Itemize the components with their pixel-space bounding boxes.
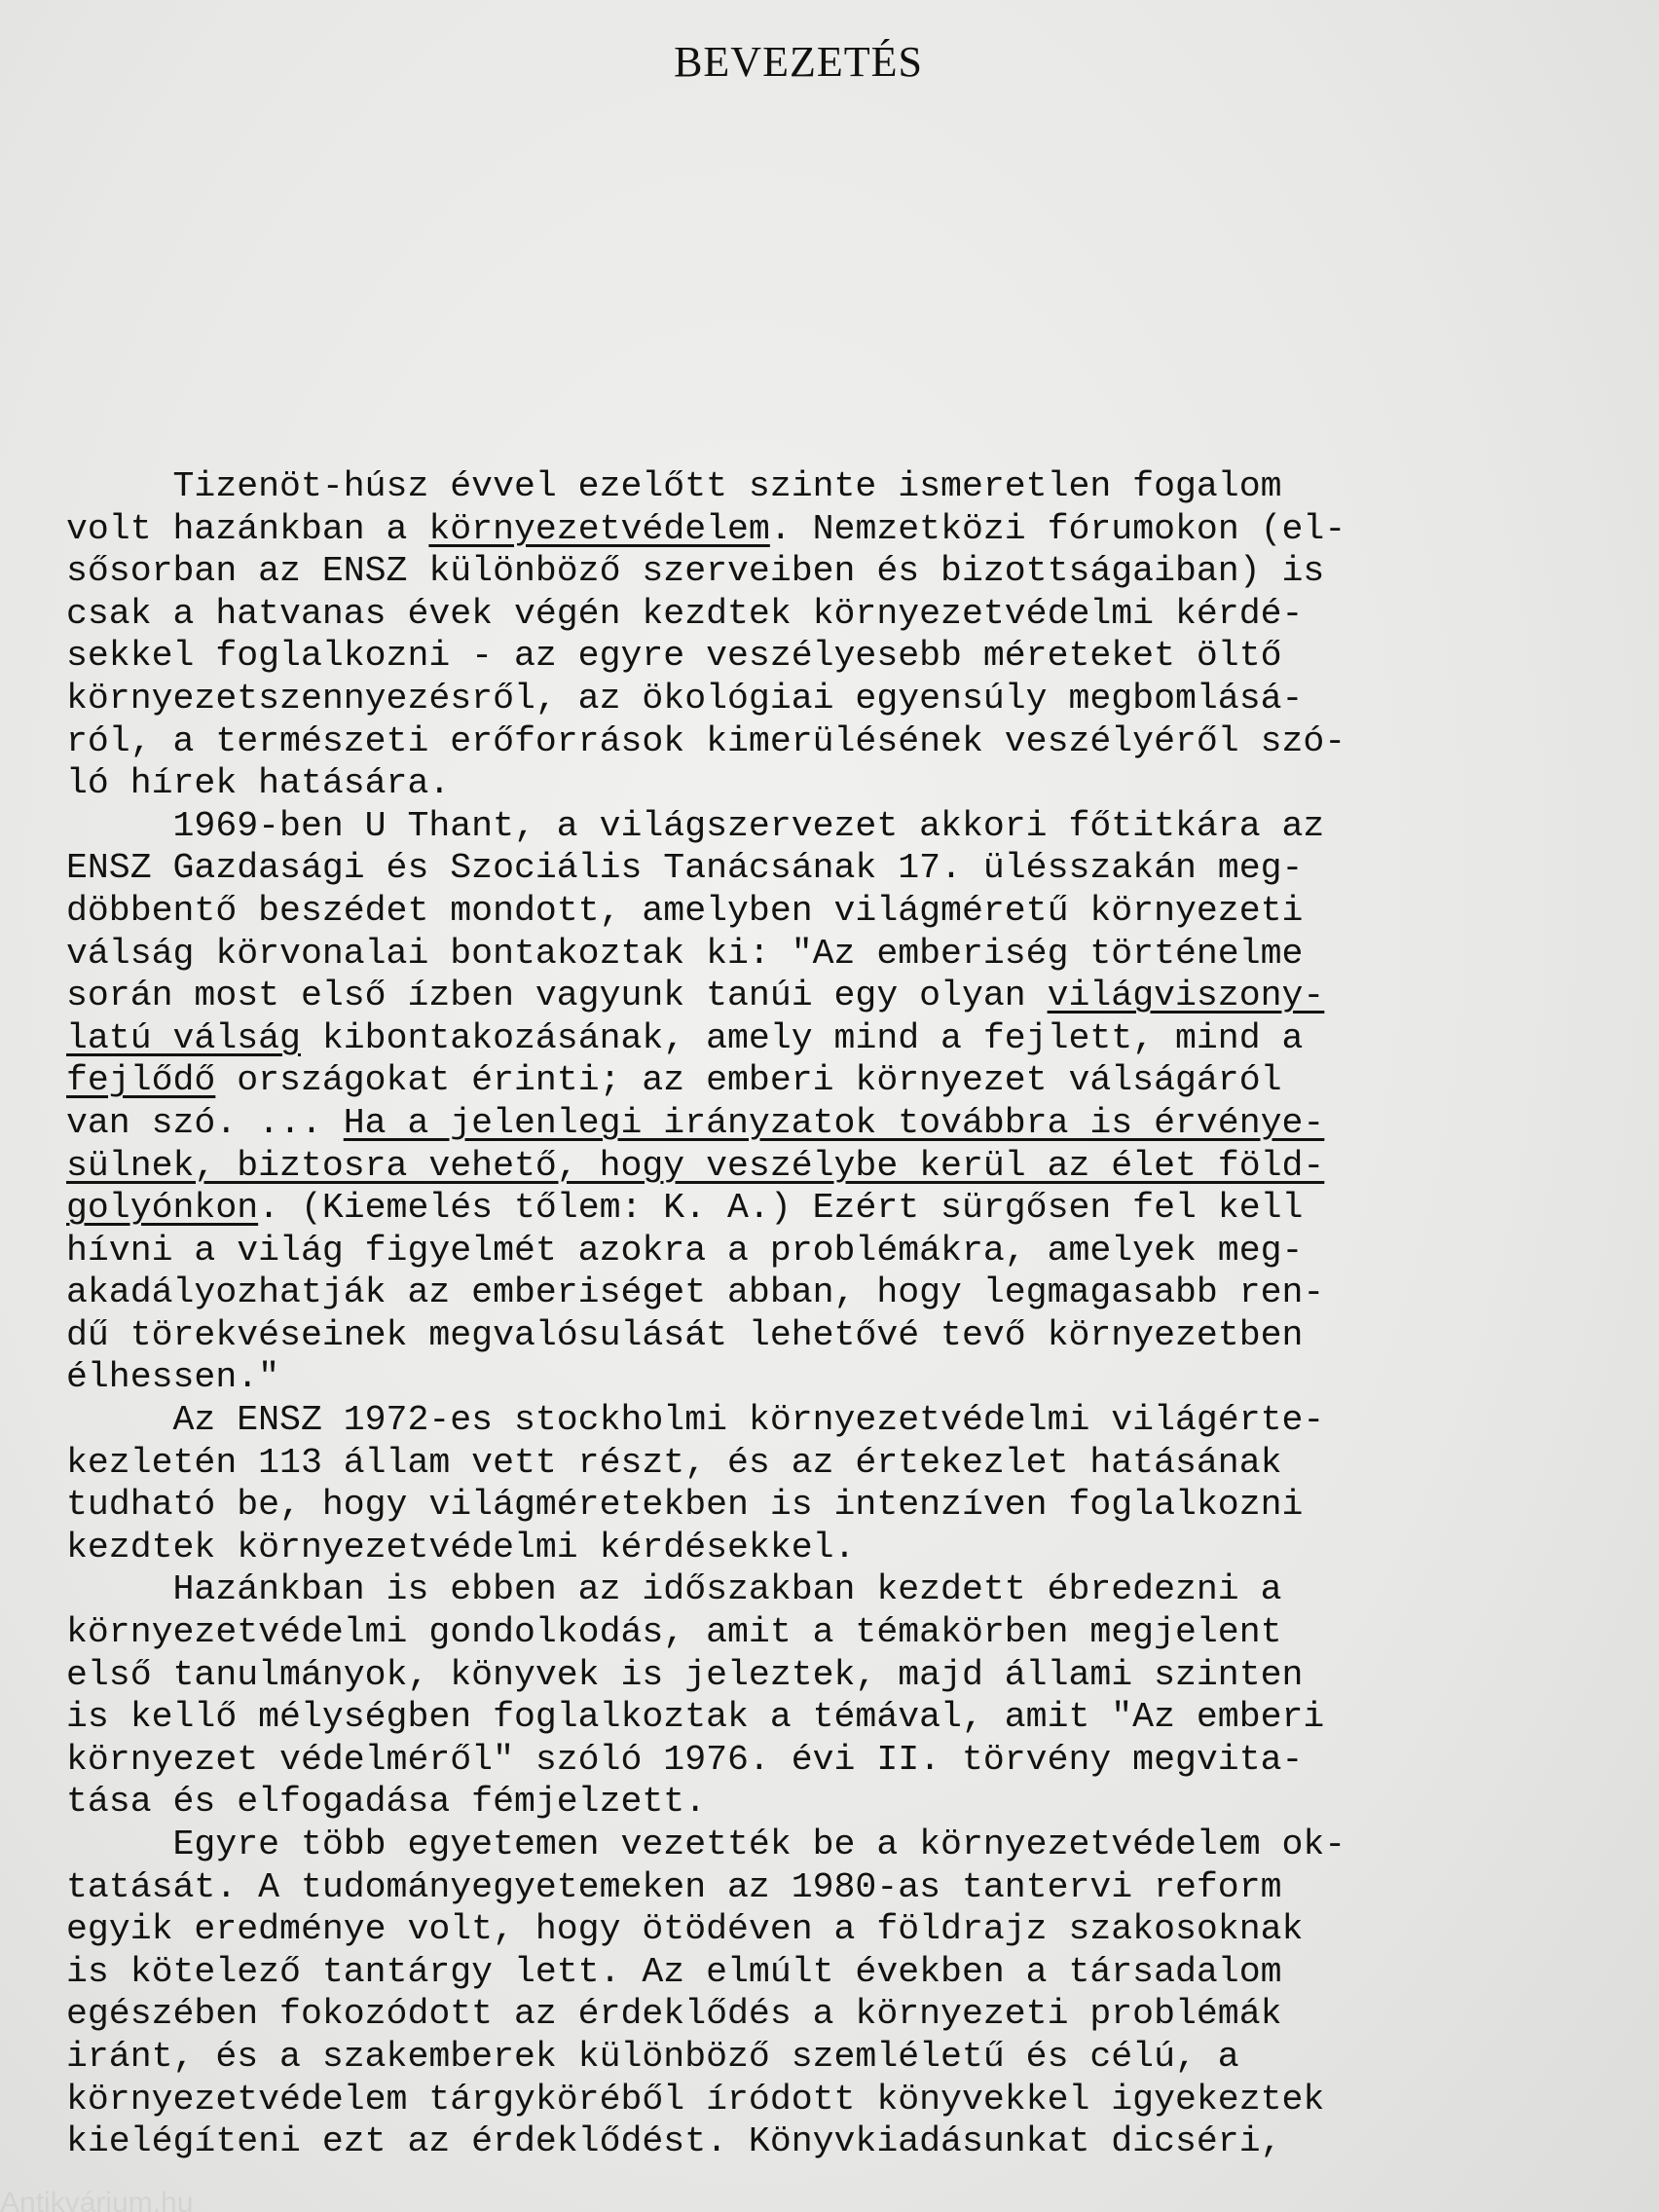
text-segment: élhessen.": [66, 1357, 280, 1398]
text-segment: van szó. ...: [66, 1102, 344, 1143]
text-segment: Tizenöt-húsz évvel ezelőtt szinte ismeretlen fogalom: [66, 466, 1282, 506]
text-segment: . (Kiemelés tőlem: K. A.) Ezért sürgősen fel kell: [258, 1188, 1304, 1229]
text-line: [66, 1866, 1585, 1909]
text-segment: országokat érinti; az emberi környezet válságáról: [215, 1060, 1282, 1101]
text-segment: válság körvonalai bontakoztak ki: "Az emberiség történelme: [66, 933, 1304, 974]
text-line: [66, 1272, 1585, 1314]
text-segment: Egyre több egyetemen vezették be a környezetvédelem ok-: [66, 1825, 1346, 1864]
underlined-text: latú válság: [66, 1017, 301, 1058]
text-line: [66, 1314, 1585, 1357]
text-segment: tatását. A tudományegyetemeken az 1980-as tantervi reform: [66, 1866, 1282, 1907]
paragraph: [66, 1399, 1585, 1568]
text-segment: egyik eredménye volt, hogy ötödéven a földrajz szakosoknak: [66, 1909, 1304, 1950]
text-segment: Az ENSZ 1972-es stockholmi környezetvédelmi világérte-: [66, 1400, 1325, 1441]
text-segment: során most első ízben vagyunk tanúi egy olyan: [66, 976, 1048, 1016]
text-line: [66, 1187, 1585, 1230]
text-segment: Hazánkban is ebben az időszakban kezdett ébredezni a: [66, 1569, 1282, 1610]
text-line: [66, 720, 1585, 763]
watermark-logo: Antikvárium.hu: [0, 2187, 194, 2212]
page-title: BEVEZETÉS: [674, 38, 923, 86]
underlined-text: sülnek, biztosra vehető, hogy veszélybe kerül az élet föld-: [66, 1145, 1325, 1186]
text-segment: dű törekvéseinek megvalósulását lehetővé tevő környezetben: [66, 1314, 1304, 1355]
text-line: [66, 1230, 1585, 1272]
text-segment: ról, a természeti erőforrások kimerülésének veszélyéről szó-: [66, 720, 1346, 761]
underlined-text: fejlődő: [66, 1060, 216, 1101]
text-line: [66, 1908, 1585, 1951]
text-segment: akadályozhatják az emberiséget abban, hogy legmagasabb ren-: [66, 1272, 1325, 1313]
text-segment: döbbentő beszédet mondott, amelyben világméretű környezeti: [66, 890, 1304, 931]
text-segment: is kellő mélységben foglalkoztak a témával, amit "Az emberi: [66, 1697, 1325, 1738]
text-segment: sekkel foglalkozni - az egyre veszélyesebb méreteket öltő: [66, 636, 1282, 677]
text-line: [66, 1611, 1585, 1654]
text-segment: tása és elfogadása fémjelzett.: [66, 1782, 707, 1823]
text-line: [66, 678, 1585, 720]
text-line: [66, 1145, 1585, 1188]
text-line: [66, 2036, 1585, 2079]
text-segment: hívni a világ figyelmét azokra a problémákra, amelyek meg-: [66, 1230, 1304, 1271]
text-line: [66, 1442, 1585, 1485]
text-segment: volt hazánkban a: [66, 508, 429, 549]
text-line: [66, 762, 1585, 805]
body-text: [66, 465, 1585, 2163]
text-line: [66, 593, 1585, 636]
paragraph: [66, 805, 1585, 1399]
text-segment: kielégíteni ezt az érdeklődést. Könyvkiadásunkat dicséri,: [66, 2121, 1282, 2162]
paragraph: [66, 465, 1585, 805]
text-segment: is kötelező tantárgy lett. Az elmúlt években a társadalom: [66, 1951, 1282, 1992]
underlined-text: golyónkon: [66, 1188, 259, 1229]
text-line: [66, 1102, 1585, 1145]
text-line: [66, 890, 1585, 933]
text-line: [66, 1696, 1585, 1739]
text-segment: 1969-ben U Thant, a világszervezet akkori főtitkára az: [66, 805, 1325, 846]
text-segment: környezet védelméről" szóló 1976. évi II. törvény megvita-: [66, 1739, 1304, 1780]
text-line: [66, 1059, 1585, 1102]
paragraph: [66, 1824, 1585, 2163]
text-line: [66, 508, 1585, 551]
text-line: [66, 2079, 1585, 2121]
underlined-text: környezetvédelem: [428, 508, 770, 549]
text-segment: egészében fokozódott az érdeklődés a környezeti problémák: [66, 1994, 1282, 2035]
text-line: [66, 1781, 1585, 1824]
text-segment: kezdtek környezetvédelmi kérdésekkel.: [66, 1527, 856, 1567]
text-segment: csak a hatvanas évek végén kezdtek környezetvédelmi kérdé-: [66, 593, 1304, 634]
text-segment: ló hírek hatására.: [66, 763, 451, 804]
underlined-text: Ha a jelenlegi irányzatok továbbra is érvénye-: [343, 1102, 1325, 1143]
text-line: [66, 1654, 1585, 1697]
text-segment: környezetszennyezésről, az ökológiai egyensúly megbomlásá-: [66, 678, 1304, 719]
paragraph: [66, 1568, 1585, 1824]
text-line: [66, 1568, 1585, 1611]
text-segment: környezetvédelmi gondolkodás, amit a témakörben megjelent: [66, 1612, 1282, 1653]
text-segment: kibontakozásának, amely mind a fejlett, mind a: [300, 1017, 1304, 1058]
text-line: [66, 1993, 1585, 2036]
text-line: [66, 1484, 1585, 1527]
text-line: [66, 1739, 1585, 1782]
text-line: [66, 1527, 1585, 1569]
text-segment: sősorban az ENSZ különböző szerveiben és bizottságaiban) is: [66, 551, 1325, 592]
text-segment: iránt, és a szakemberek különböző szemléletű és célú, a: [66, 2036, 1239, 2077]
text-line: [66, 1399, 1585, 1442]
text-line: [66, 1951, 1585, 1994]
text-line: [66, 847, 1585, 890]
text-line: [66, 1824, 1585, 1866]
text-line: [66, 975, 1585, 1017]
text-line: [66, 1356, 1585, 1399]
text-line: [66, 635, 1585, 678]
text-line: [66, 2120, 1585, 2163]
text-segment: kezletén 113 állam vett részt, és az értekezlet hatásának: [66, 1442, 1282, 1483]
text-segment: ENSZ Gazdasági és Szociális Tanácsának 17. ülésszakán meg-: [66, 848, 1304, 889]
text-segment: első tanulmányok, könyvek is jeleztek, majd állami szinten: [66, 1654, 1304, 1695]
text-segment: tudható be, hogy világméretekben is intenzíven foglalkozni: [66, 1485, 1304, 1526]
text-segment: . Nemzetközi fórumokon (el-: [769, 508, 1346, 549]
text-line: [66, 465, 1585, 508]
text-line: [66, 550, 1585, 593]
text-line: [66, 1017, 1585, 1060]
underlined-text: világviszony-: [1047, 976, 1325, 1016]
text-line: [66, 933, 1585, 976]
text-segment: környezetvédelem tárgyköréből íródott könyvekkel igyekeztek: [66, 2079, 1325, 2120]
text-line: [66, 805, 1585, 848]
